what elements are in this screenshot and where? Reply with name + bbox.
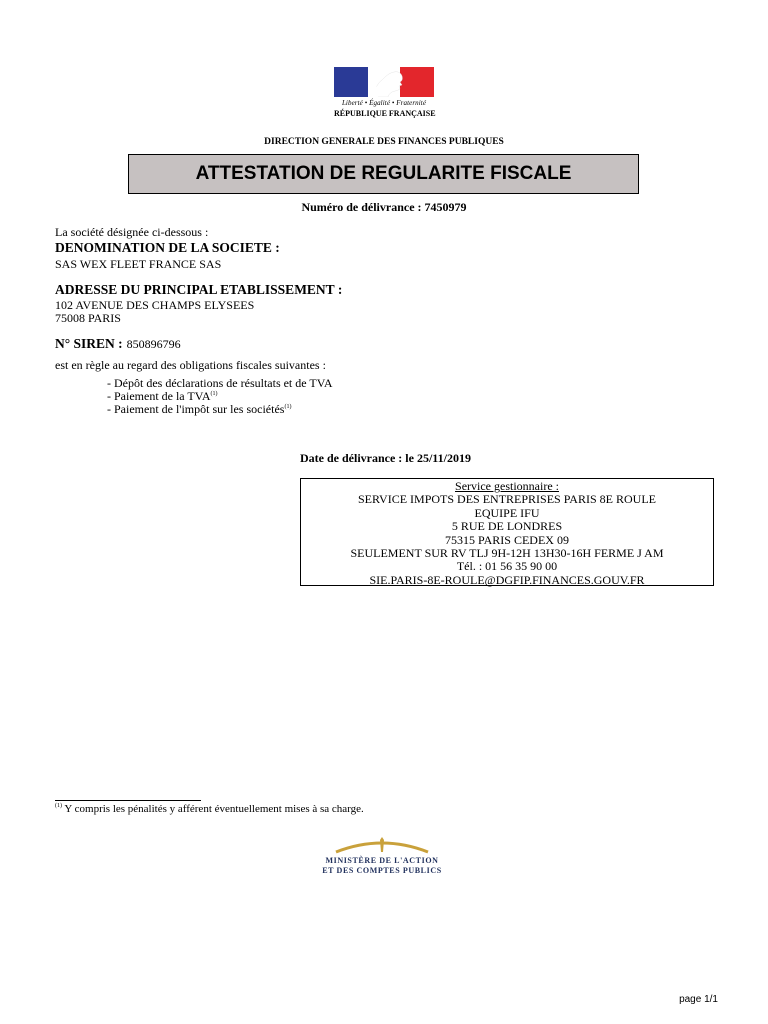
- siren-value: 850896796: [126, 337, 181, 351]
- page-number: page 1/1: [679, 994, 718, 1005]
- siren-row: [55, 335, 181, 353]
- service-line: Tél. : 01 56 35 90 00: [456, 559, 558, 574]
- denomination-label: DENOMINATION DE LA SOCIETE :: [55, 240, 280, 255]
- footnote: [55, 803, 364, 815]
- service-line: SERVICE IMPOTS DES ENTREPRISES PARIS 8E ROULE: [358, 492, 656, 507]
- footnote-ref: (1): [210, 391, 218, 397]
- address-line-1: 102 AVENUE DES CHAMPS ELYSEES: [55, 298, 255, 312]
- obligation-text: - Paiement de l'impôt sur les sociétés: [107, 402, 285, 416]
- republique-francaise-logo: [334, 67, 434, 123]
- siren-label: N° SIREN :: [55, 336, 123, 351]
- service-line: SEULEMENT SUR RV TLJ 9H-12H 13H30-16H FERME J AM: [350, 546, 664, 561]
- ministry-arc-icon: [334, 836, 430, 856]
- ministry-logo: [312, 836, 452, 880]
- ministry-name-line-2: ET DES COMPTES PUBLICS: [322, 866, 442, 875]
- service-title: Service gestionnaire :: [455, 479, 559, 493]
- company-intro: La société désignée ci-dessous :: [55, 225, 209, 239]
- ministry-name-line-1: MINISTÈRE DE L'ACTION: [325, 856, 439, 865]
- footnote-divider: [55, 800, 201, 801]
- service-line: 75315 PARIS CEDEX 09: [445, 532, 569, 547]
- logo-republic-name: RÉPUBLIQUE FRANÇAISE: [334, 109, 436, 118]
- address-label: ADRESSE DU PRINCIPAL ETABLISSEMENT :: [55, 282, 343, 297]
- denomination-value: SAS WEX FLEET FRANCE SAS: [55, 257, 222, 271]
- obligations-intro: est en règle au regard des obligations fiscales suivantes :: [55, 358, 326, 372]
- service-box: [300, 478, 714, 586]
- title-box: [128, 154, 639, 194]
- page-title: ATTESTATION DE REGULARITE FISCALE: [195, 163, 572, 184]
- address-line-2: 75008 PARIS: [55, 311, 121, 325]
- footnote-ref: (1): [284, 404, 292, 410]
- footnote-mark: (1): [55, 803, 62, 809]
- service-line: EQUIPE IFU: [474, 505, 540, 520]
- service-line: 5 RUE DE LONDRES: [451, 519, 563, 534]
- logo-motto: Liberté • Égalité • Fraternité: [341, 99, 427, 107]
- obligation-item: [107, 402, 291, 417]
- delivery-number: Numéro de délivrance : 7450979: [301, 200, 467, 214]
- direction-heading: DIRECTION GENERALE DES FINANCES PUBLIQUES: [264, 137, 504, 147]
- obligation-text: - Paiement de la TVA: [107, 389, 211, 403]
- obligation-text: - Dépôt des déclarations de résultats et de TVA: [107, 376, 333, 390]
- footnote-text: Y compris les pénalités y afférent éventuellement mises à sa charge.: [62, 803, 364, 815]
- marianne-flag-icon: [334, 67, 434, 97]
- delivery-date: Date de délivrance : le 25/11/2019: [300, 451, 471, 465]
- service-email: SIE.PARIS-8E-ROULE@DGFIP.FINANCES.GOUV.FR: [369, 572, 645, 587]
